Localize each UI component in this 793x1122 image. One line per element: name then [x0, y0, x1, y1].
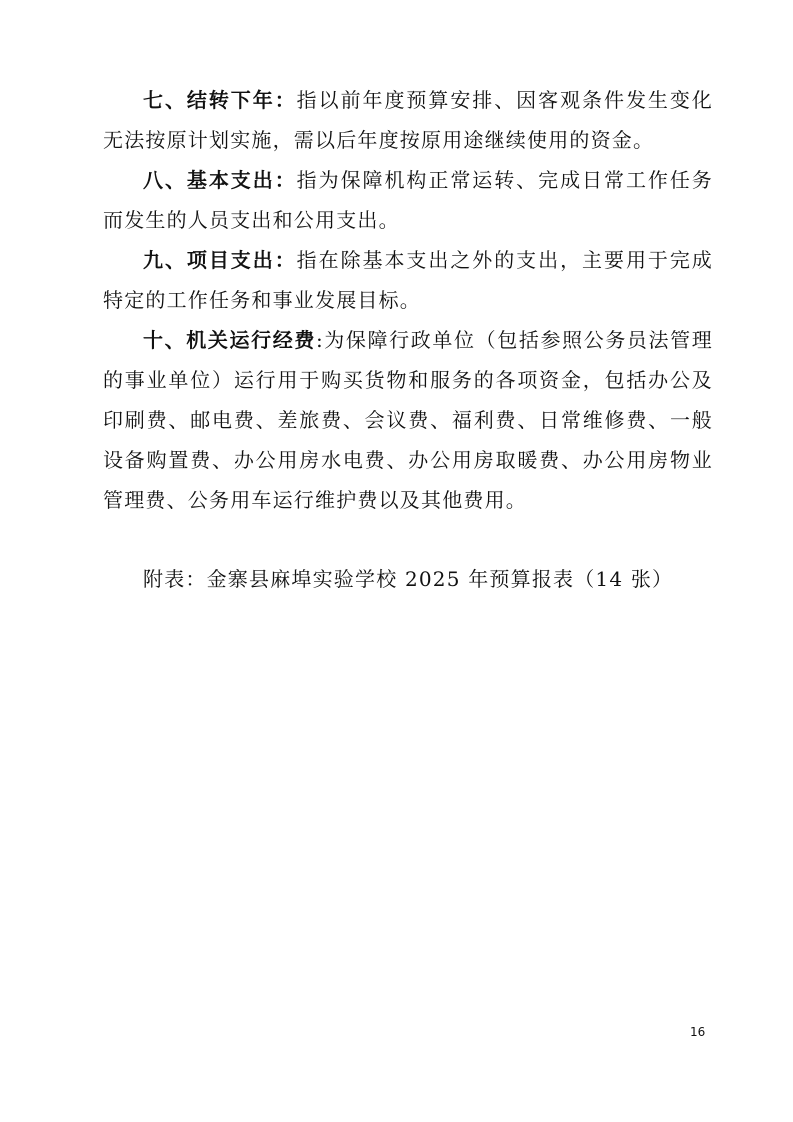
definition-project-expenditure: 指在除基本支出之外的支出，主要用于完成特定的工作任务和事业发展目标。	[103, 248, 713, 312]
definition-carryover: 指以前年度预算安排、因客观条件发生变化无法按原计划实施，需以后年度按原用途继续使用的资金。	[103, 88, 713, 152]
attachment-note: 附表：金寨县麻埠实验学校 2025 年预算报表（14 张）	[143, 567, 674, 591]
paragraph-operating-funds	[103, 320, 713, 520]
definition-operating-funds: :为保障行政单位（包括参照公务员法管理的事业单位）运行用于购买货物和服务的各项资金，包括办公及印刷费、邮电费、差旅费、会议费、福利费、日常维修费、一般设备购置费、办公用房水电费、办公用房取暖费、办公用房物业管理费、公务用车运行维护费以及其他费用。	[103, 328, 713, 512]
paragraph-project-expenditure	[103, 240, 713, 320]
term-operating-funds: 十、机关运行经费	[143, 328, 316, 352]
paragraph-basic-expenditure	[103, 160, 713, 240]
definition-basic-expenditure: 指为保障机构正常运转、完成日常工作任务而发生的人员支出和公用支出。	[103, 168, 713, 232]
term-carryover: 七、结转下年：	[143, 88, 297, 112]
paragraph-carryover	[103, 80, 713, 160]
term-basic-expenditure: 八、基本支出：	[143, 168, 297, 192]
term-project-expenditure: 九、项目支出：	[143, 248, 297, 272]
page-number: 16	[690, 1025, 706, 1039]
